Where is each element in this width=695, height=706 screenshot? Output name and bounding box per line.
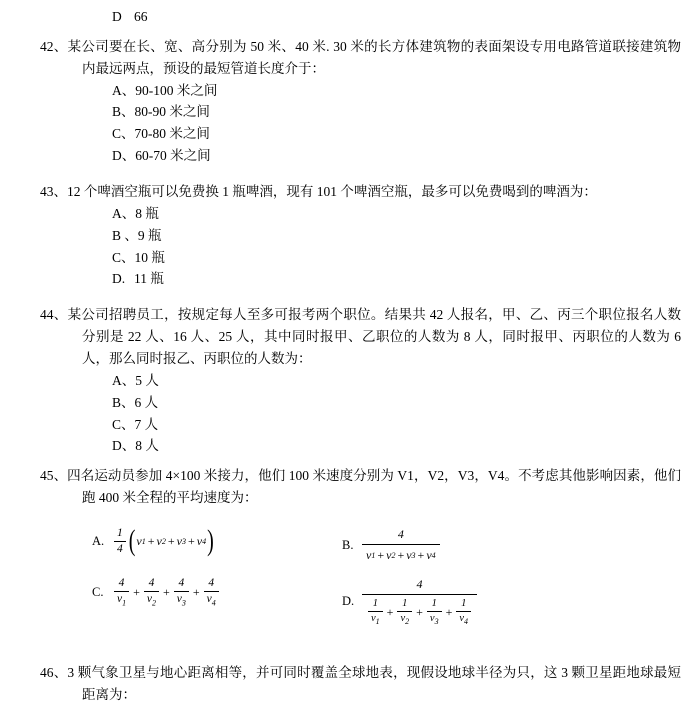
option-item-43-c [112,247,695,269]
question-block-42 [0,36,695,167]
option-item-44-d [112,435,695,457]
formula-row-ab [92,524,592,563]
option-label: D、 [112,148,136,164]
option-label: D [112,9,122,24]
question-number-46: 46、 [40,665,68,681]
option-item-44-c [112,414,695,436]
option-item-43-a [112,203,695,225]
question-text-45 [40,465,681,509]
formula-option-45-d [342,577,592,626]
question-body-46: 3 颗气象卫星与地心距离相等，并可同时覆盖全球地表，现假设地球半径为只，这 3 颗卫星距地球最短距离为： [67,665,682,703]
option-item-43-d [112,268,695,290]
question-text-43 [40,181,681,203]
option-label: D. [342,594,355,609]
option-text: 10 瓶 [134,249,165,265]
option-label: C、 [112,126,135,142]
option-label: D、 [112,438,136,454]
option-item-44-a [112,370,695,392]
formula-expression-d: 4 $\frac{1}{v_1}$ + $\frac{1}{v_2}$ + $\frac{1}{v_3}$ + $\frac{1}{v_4}$ [362,577,477,626]
formula-expression-a: $\frac{1}{4}$ ( v 1 + v 2 + v 3 + v 4 ) [112,527,215,555]
question-number-42: 42、 [40,38,68,54]
question-text-44 [40,304,681,370]
option-label: C、 [112,249,135,265]
option-text: 70-80 米之间 [134,126,210,142]
question-block-43 [0,181,695,290]
question-number-45: 45、 [40,468,68,484]
question-text-46 [40,662,681,706]
option-item-43-b [112,225,695,247]
question-text-42 [40,36,681,80]
formula-expression-c: $\frac{4}{v_1}$ + $\frac{4}{v_2}$ + $\frac{4}{v_3}$ + $\frac{4}{v_4}$ [112,577,221,608]
question-body-42: 某公司要在长、宽、高分别为 50 米、40 米. 30 米的长方体建筑物的表面架设专用电路管道联接建筑物内最远两点，预设的最短管道长度介于： [67,38,682,76]
option-label: B 、 [112,227,138,243]
option-item-42-d [112,145,695,167]
option-label: D. [112,271,126,287]
option-item-42-b [112,101,695,123]
option-item [112,6,695,28]
question-body-43: 12 个啤酒空瓶可以免费换 1 瓶啤酒，现有 101 个啤酒空瓶，最多可以免费喝到的啤酒为： [67,184,597,200]
formula-options-45 [92,524,592,626]
option-label: A、 [112,205,136,221]
option-text: 6 人 [134,394,159,410]
question-block-46 [0,662,695,706]
formula-row-cd [92,577,592,626]
formula-option-45-c [92,577,342,608]
option-label: A、 [112,372,136,388]
option-text: 7 人 [134,416,159,432]
option-text: 60-70 米之间 [135,148,211,164]
option-label: B. [342,537,354,552]
formula-option-45-b [342,527,592,563]
question-block-45 [0,465,695,626]
option-label: B、 [112,104,135,120]
option-text: 8 瓶 [135,205,159,221]
option-text: 8 人 [135,438,159,454]
option-label: A、 [112,82,136,98]
option-label: C. [92,584,104,599]
question-body-44: 某公司招聘员工，按规定每人至多可报考两个职位。结果共 42 人报名，甲、乙、丙三个职位报名人数分别是 22 人、16 人、25 人，其中同时报甲、乙职位的人数为 8 人，同时报甲、丙职位的人数为 6 人，那么同时报乙、丙职位的人数为： [67,307,682,367]
question-block-44 [0,304,695,457]
option-text: 5 人 [135,372,159,388]
option-item-42-c [112,123,695,145]
option-text: 11 瓶 [134,271,164,287]
question-number-44: 44、 [40,307,68,323]
document-page [0,6,695,703]
option-label: B、 [112,394,135,410]
option-text: 9 瓶 [137,227,162,243]
formula-option-45-a [92,524,342,558]
question-number-43: 43、 [40,184,67,200]
option-text: 90-100 米之间 [135,82,218,98]
option-item-42-a [112,80,695,102]
question-body-45: 四名运动员参加 4×100 米接力，他们 100 米速度分别为 V1，V2，V3，V4。不考虑其他影响因素，他们跑 400 米全程的平均速度为： [67,468,681,506]
option-item-44-b [112,392,695,414]
formula-expression-b: 4 v 1 + v 2 + v 3 + v 4 [362,527,440,563]
option-text: 80-90 米之间 [134,104,210,120]
option-label: C、 [112,416,135,432]
option-text: 66 [134,9,148,24]
option-label: A. [92,533,105,548]
